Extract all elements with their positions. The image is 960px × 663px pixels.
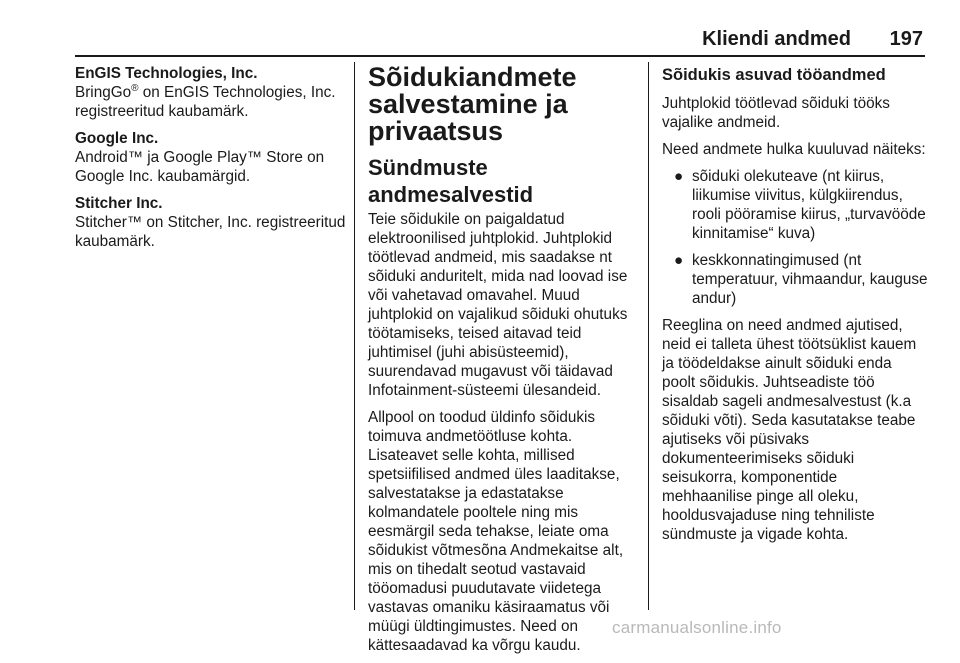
paragraph: Reeglina on need andmed ajutised, neid ei talleta ühest töötsüklist kauem ja töödeldakse ainult sõiduki enda poolt sõidukis. Juhtseadiste töö sisaldab sageli andmesalvestust (k.a sõiduki võti). Seda kasutatakse teabe ajutiseks või püsivaks dokumenteerimiseks sõiduki seisukorra, komponentide mehhaanilise pinge all oleku, hooldusvajaduse ning tehniliste sündmuste ja vigade kohta. — [662, 317, 917, 543]
section-subtitle: Sündmuste andmesalvestid — [368, 155, 534, 207]
paragraph: Teie sõidukile on paigaldatud elektroonilised juhtplokid. Juhtplokid töötlevad andmeid, mis saadakse nt sõiduki anduritelt, mida nad loovad ise või vahetavad omavahel. Muud juhtplokid on vajalikud sõiduki ohutuks töötamiseks, teised aitavad teid juhtimisel (juhi abisüsteemid), suurendavad mugavust või täidavad Infotainment-süsteemi ülesandeid. — [368, 211, 628, 399]
bullet-icon: ● — [674, 168, 684, 185]
registered-mark: ® — [131, 82, 139, 94]
column-divider-2 — [648, 62, 649, 610]
column-divider-1 — [354, 62, 355, 610]
header-rule — [75, 55, 925, 57]
entry-text: Android™ ja Google Play™ Store on Google Inc. kaubamärgid. — [75, 149, 325, 185]
column-3 — [662, 64, 928, 552]
subsection-heading: Sõidukis asuvad tööandmed — [662, 66, 886, 84]
paragraph: Allpool on toodud üldinfo sõidukis toimuva andmetöötluse kohta. Lisateavet selle kohta, millised spetsiifilised andmed üles laaditakse, salvestatakse ja edastatakse kolmandatele pooltele ning mis eesmärgil seda tehakse, leiate oma sõidukist võtmesõna Andmekaitse alt, mis on tihedalt seotud vastavaid tööomadusi puudutavate viidetega vastavas omaniku käsiraamatus või müügi üldtingimustes. Need on kättesaadavad ka võrgu kaudu. — [368, 409, 624, 654]
entry-heading: Stitcher Inc. — [75, 195, 163, 212]
header-title: Kliendi andmed — [702, 28, 851, 50]
entry-heading: Google Inc. — [75, 130, 159, 147]
section-title: Sõidukiandmete salvestamine ja privaatsus — [368, 62, 577, 146]
list-item-text: sõiduki olekuteave (nt kiirus, liikumise viivitus, külgkiirendus, rooli pööramise kiirus, „turvavööde kinnitamise“ kuva) — [692, 168, 926, 242]
trademark-entry — [75, 64, 347, 121]
paragraph: Need andmete hulka kuuluvad näiteks: — [662, 141, 926, 158]
list-item — [662, 251, 928, 308]
entry-text — [75, 83, 347, 121]
watermark: carmanualsonline.info — [612, 618, 782, 637]
list-item-text: keskkonnatingimused (nt temperatuur, vihmaandur, kauguse andur) — [692, 252, 928, 307]
bullet-icon: ● — [674, 252, 684, 269]
column-1 — [75, 64, 347, 259]
page-number: 197 — [889, 28, 923, 50]
list-item — [662, 167, 928, 243]
entry-text-part: BringGo — [75, 84, 132, 101]
entry-text-part: on EnGIS Technologies, Inc. registreeritud kaubamärk. — [75, 84, 336, 120]
entry-heading: EnGIS Technologies, Inc. — [75, 65, 258, 82]
paragraph: Juhtplokid töötlevad sõiduki tööks vajalike andmeid. — [662, 95, 890, 131]
entry-text: Stitcher™ on Stitcher, Inc. registreeritud kaubamärk. — [75, 214, 346, 250]
page-header — [75, 28, 923, 54]
column-2 — [368, 64, 636, 663]
bullet-list — [662, 167, 928, 308]
trademark-entry — [75, 129, 347, 186]
trademark-entry — [75, 194, 347, 251]
